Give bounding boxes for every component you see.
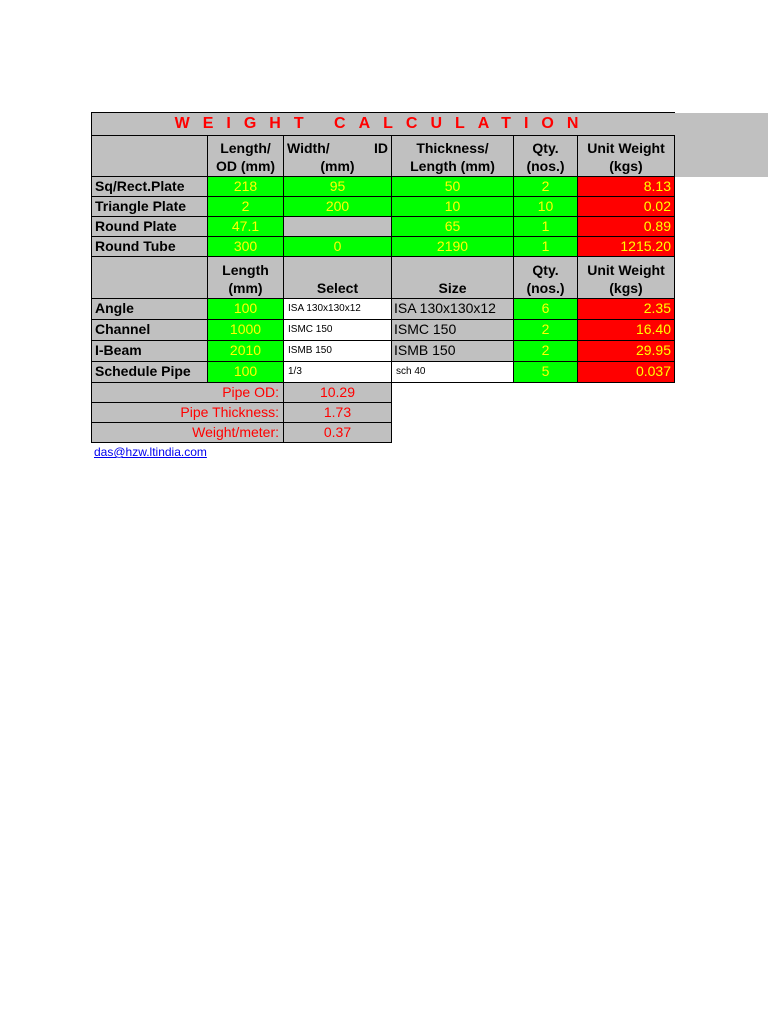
unit-weight-output: 0.037: [577, 361, 675, 383]
width-cell-empty: [283, 216, 392, 237]
header2-blank: [91, 256, 208, 299]
qty-input[interactable]: 1: [513, 236, 578, 257]
unit-weight-output: 16.40: [577, 319, 675, 341]
length-input[interactable]: 47.1: [207, 216, 284, 237]
length-input[interactable]: 300: [207, 236, 284, 257]
sheet-title: WEIGHT CALCULATION: [91, 112, 675, 136]
unit-weight-output: 8.13: [577, 176, 675, 197]
weight-per-meter-label: Weight/meter:: [91, 422, 284, 443]
side-panel: [674, 113, 768, 177]
header-blank: [91, 135, 208, 177]
row-label: Channel: [91, 319, 208, 341]
header-length-od: Length/ OD (mm): [207, 135, 284, 177]
length-input[interactable]: 2: [207, 196, 284, 217]
qty-input[interactable]: 2: [513, 340, 578, 362]
width-input[interactable]: 0: [283, 236, 392, 257]
pipe-size-select-dropdown[interactable]: 1/3: [283, 361, 392, 383]
thickness-input[interactable]: 10: [391, 196, 514, 217]
width-input[interactable]: 200: [283, 196, 392, 217]
length-input[interactable]: 2010: [207, 340, 284, 362]
header-thickness: Thickness/ Length (mm): [391, 135, 514, 177]
unit-weight-output: 0.89: [577, 216, 675, 237]
size-display: ISMB 150: [391, 340, 514, 362]
row-label: Triangle Plate: [91, 196, 208, 217]
header2-length: Length (mm): [207, 256, 284, 299]
pipe-od-label: Pipe OD:: [91, 382, 284, 403]
row-label: I-Beam: [91, 340, 208, 362]
row-label: Round Plate: [91, 216, 208, 237]
header2-size: Size: [391, 256, 514, 299]
size-display: ISA 130x130x12: [391, 298, 514, 320]
length-input[interactable]: 1000: [207, 319, 284, 341]
qty-input[interactable]: 1: [513, 216, 578, 237]
section-select-dropdown[interactable]: ISMC 150: [283, 319, 392, 341]
thickness-input[interactable]: 2190: [391, 236, 514, 257]
header2-qty: Qty. (nos.): [513, 256, 578, 299]
section-select-dropdown[interactable]: ISMB 150: [283, 340, 392, 362]
row-label: Sq/Rect.Plate: [91, 176, 208, 197]
qty-input[interactable]: 5: [513, 361, 578, 383]
header-unit-weight: Unit Weight (kgs): [577, 135, 675, 177]
header-id-label: ID: [374, 140, 388, 156]
qty-input[interactable]: 2: [513, 319, 578, 341]
length-input[interactable]: 100: [207, 298, 284, 320]
pipe-od-value: 10.29: [283, 382, 392, 403]
size-display: ISMC 150: [391, 319, 514, 341]
width-input[interactable]: 95: [283, 176, 392, 197]
weight-per-meter-value: 0.37: [283, 422, 392, 443]
schedule-select-dropdown[interactable]: sch 40: [391, 361, 514, 383]
header-width-label: Width/: [287, 140, 330, 156]
row-label: Schedule Pipe: [91, 361, 208, 383]
header-qty: Qty. (nos.): [513, 135, 578, 177]
unit-weight-output: 1215.20: [577, 236, 675, 257]
thickness-input[interactable]: 65: [391, 216, 514, 237]
unit-weight-output: 0.02: [577, 196, 675, 217]
email-link[interactable]: das@hzw.ltindia.com: [94, 445, 207, 459]
pipe-thickness-label: Pipe Thickness:: [91, 402, 284, 423]
thickness-input[interactable]: 50: [391, 176, 514, 197]
row-label: Angle: [91, 298, 208, 320]
qty-input[interactable]: 6: [513, 298, 578, 320]
unit-weight-output: 2.35: [577, 298, 675, 320]
length-input[interactable]: 218: [207, 176, 284, 197]
row-label: Round Tube: [91, 236, 208, 257]
header-width-id: [283, 135, 392, 177]
qty-input[interactable]: 10: [513, 196, 578, 217]
length-input[interactable]: 100: [207, 361, 284, 383]
pipe-thickness-value: 1.73: [283, 402, 392, 423]
header-mm-label: (mm): [320, 158, 355, 174]
unit-weight-output: 29.95: [577, 340, 675, 362]
qty-input[interactable]: 2: [513, 176, 578, 197]
header2-select: Select: [283, 256, 392, 299]
section-select-dropdown[interactable]: ISA 130x130x12: [283, 298, 392, 320]
header2-unit-weight: Unit Weight (kgs): [577, 256, 675, 299]
